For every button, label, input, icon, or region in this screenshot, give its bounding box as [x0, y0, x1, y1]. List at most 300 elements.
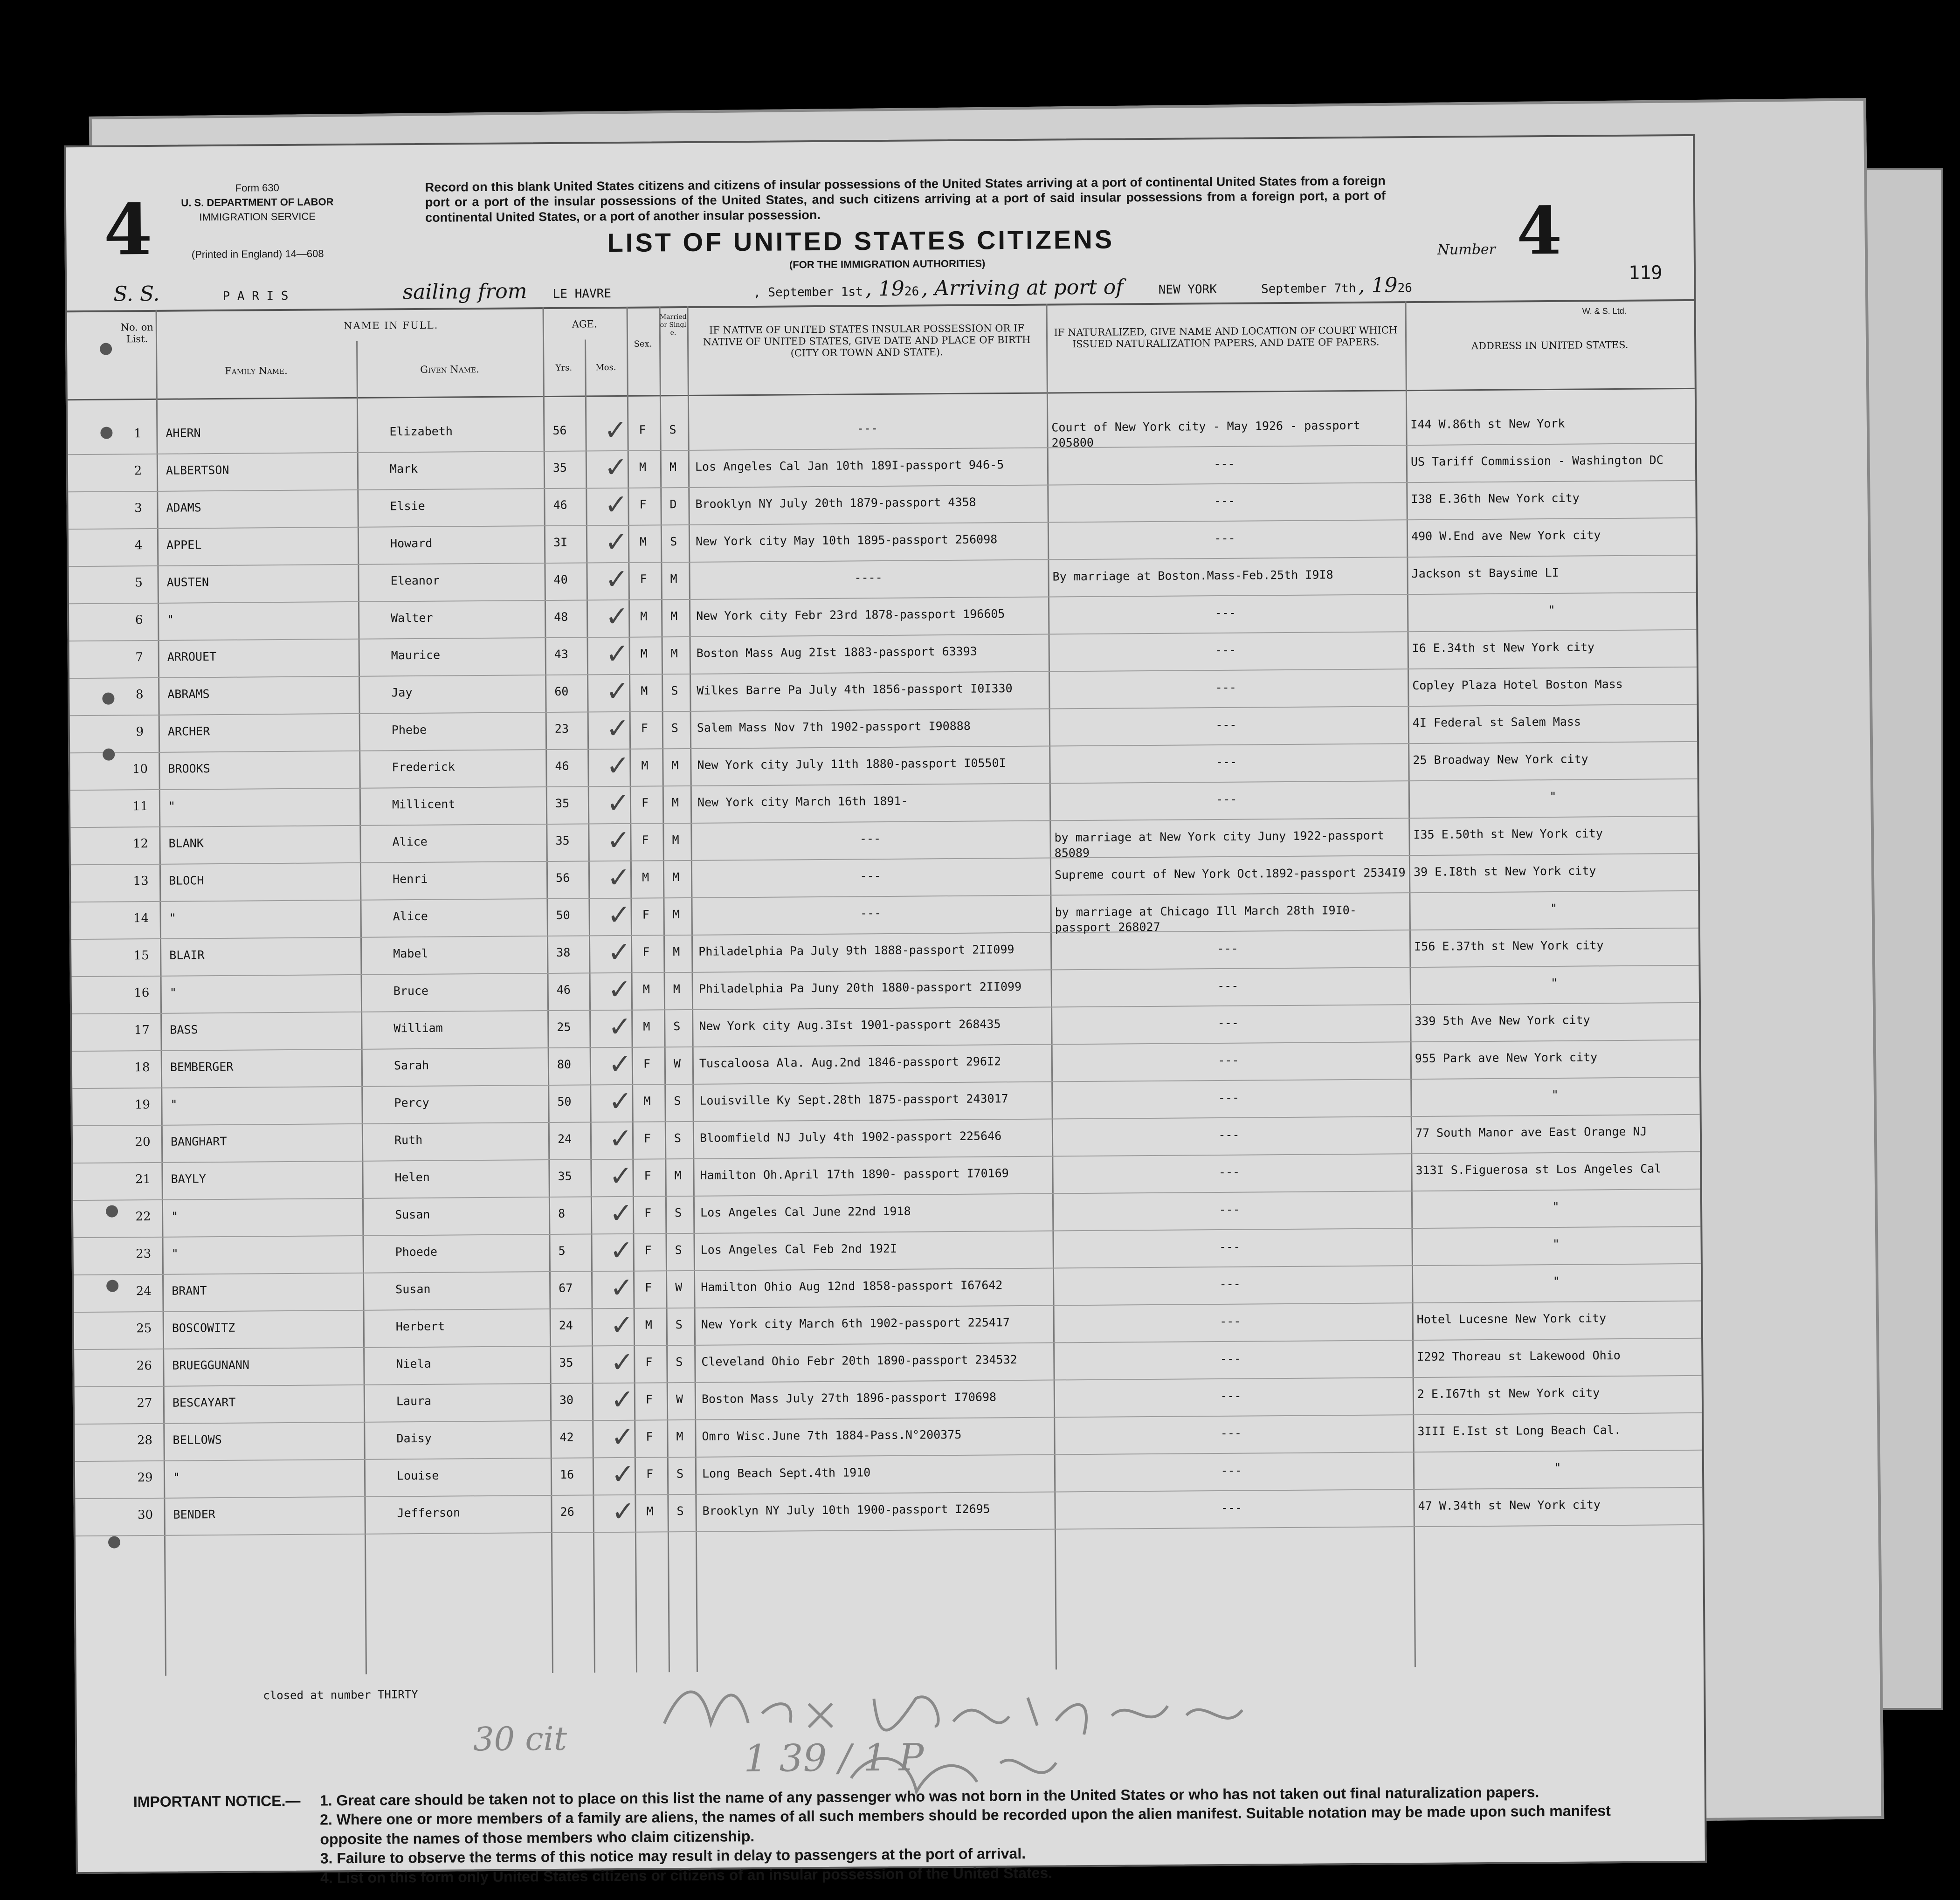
check-mark-icon: ✓ — [608, 1085, 632, 1118]
family-name: BOSCOWITZ — [172, 1321, 235, 1335]
naturalization-details: --- — [1215, 606, 1236, 620]
sex: M — [639, 535, 647, 549]
sex: F — [644, 1243, 652, 1257]
sex: F — [642, 908, 649, 922]
birth-details: New York city March 6th 1902-passport 225417 — [701, 1315, 1010, 1331]
sailing-label: sailing from — [402, 279, 527, 304]
check-mark-icon: ✓ — [607, 861, 631, 895]
sex: F — [646, 1430, 653, 1444]
ss-label: S. S. — [113, 282, 160, 306]
age-years: 56 — [552, 423, 567, 437]
sex: M — [641, 758, 649, 772]
family-name: BENDER — [173, 1508, 216, 1521]
age-years: 50 — [556, 908, 570, 922]
header-married: Married or Single. — [659, 313, 687, 337]
age-years: 3I — [553, 535, 568, 549]
naturalization-details: Supreme court of New York Oct.1892-passport 2534I9 — [1054, 866, 1406, 882]
us-address: 2 E.I67th st New York city — [1417, 1386, 1600, 1401]
header-yrs: Yrs. — [555, 363, 573, 373]
row-number: 2 — [134, 464, 142, 478]
given-name: Susan — [395, 1207, 430, 1222]
marital-status: S — [675, 1206, 682, 1220]
us-address: " — [1548, 603, 1555, 617]
naturalization-details: --- — [1218, 1165, 1240, 1179]
age-years: 8 — [558, 1206, 566, 1220]
check-mark-icon: ✓ — [606, 749, 630, 783]
us-address: 77 South Manor ave East Orange NJ — [1415, 1124, 1647, 1140]
family-name: APPEL — [166, 538, 202, 552]
row-number: 3 — [134, 501, 142, 516]
depart-date: , September 1st — [753, 285, 863, 300]
check-mark-icon: ✓ — [609, 1234, 634, 1267]
header-age: AGE. — [572, 318, 597, 330]
check-mark-icon: ✓ — [605, 637, 629, 671]
family-name: " — [169, 985, 177, 999]
family-name: BANGHART — [170, 1134, 227, 1149]
punch-hole — [102, 693, 114, 705]
row-number: 24 — [136, 1284, 152, 1299]
birth-details: Brooklyn NY July 10th 1900-passport I2695 — [702, 1502, 990, 1518]
birth-details: New York city Aug.3Ist 1901-passport 268435 — [699, 1017, 1001, 1033]
us-address: 39 E.I8th st New York city — [1413, 864, 1596, 879]
notice-heading: IMPORTANT NOTICE.— — [133, 1792, 301, 1811]
sex: F — [644, 1206, 652, 1220]
family-name: ALBERTSON — [166, 463, 229, 477]
age-years: 35 — [558, 1169, 572, 1183]
age-years: 56 — [555, 871, 570, 885]
given-name: Niela — [396, 1356, 431, 1371]
age-years: 26 — [560, 1505, 574, 1519]
check-mark-icon: ✓ — [607, 824, 631, 857]
family-name: AHERN — [166, 426, 201, 440]
row-number: 30 — [137, 1508, 153, 1522]
row-number: 18 — [134, 1060, 150, 1075]
naturalization-details: --- — [1214, 456, 1235, 471]
us-address: " — [1551, 976, 1558, 990]
marital-status: S — [674, 1131, 682, 1145]
age-years: 46 — [553, 498, 567, 512]
family-name: BRUEGGUNANN — [172, 1358, 250, 1372]
marital-status: M — [670, 609, 678, 623]
sex: F — [646, 1467, 654, 1481]
naturalization-details: --- — [1214, 494, 1235, 508]
family-name: BRANT — [172, 1284, 207, 1298]
row-number: 20 — [135, 1135, 151, 1150]
sex: M — [643, 1094, 651, 1108]
check-mark-icon: ✓ — [606, 712, 630, 745]
instructions: Record on this blank United States citizens and citizens of insular possessions of the United States arriving at a port of continental United States from a foreign port or a port of the insular possessions of the United States, and such citizens arriving at a port of said insular possessions from a foreign port, a port of continental United States, or a port of another insular possession. — [425, 173, 1386, 225]
us-address: I38 E.36th New York city — [1411, 491, 1580, 506]
given-name: Bruce — [393, 984, 429, 998]
given-name: Laura — [396, 1394, 432, 1408]
row-number: 1 — [134, 427, 142, 441]
us-address: 339 5th Ave New York city — [1415, 1013, 1590, 1028]
given-name: Howard — [390, 536, 433, 551]
row-number: 10 — [132, 762, 148, 777]
row-number: 25 — [136, 1322, 152, 1336]
punch-hole — [103, 749, 115, 761]
birth-details: New York city May 10th 1895-passport 256098 — [695, 532, 998, 548]
us-address: I44 W.86th st New York — [1410, 416, 1565, 432]
birth-details: Tuscaloosa Ala. Aug.2nd 1846-passport 296I2 — [699, 1054, 1001, 1070]
age-years: 43 — [554, 647, 568, 661]
age-years: 42 — [559, 1430, 574, 1444]
sex: M — [645, 1318, 652, 1332]
given-name: Elizabeth — [389, 424, 453, 439]
sex: F — [643, 1057, 651, 1071]
us-address: I56 E.37th st New York city — [1414, 938, 1604, 954]
sex: F — [643, 1131, 651, 1145]
age-years: 40 — [553, 572, 568, 586]
given-name: Daisy — [396, 1431, 432, 1446]
marital-status: S — [671, 721, 679, 735]
birth-details: --- — [859, 832, 881, 846]
age-years: 16 — [559, 1467, 574, 1481]
birth-details: Salem Mass Nov 7th 1902-passport I90888 — [697, 719, 971, 735]
family-name: " — [171, 1209, 179, 1223]
sex: M — [642, 982, 650, 996]
birth-details: Boston Mass Aug 2Ist 1883-passport 63393 — [696, 644, 977, 660]
naturalization-details: --- — [1215, 680, 1236, 695]
naturalization-details: --- — [1218, 1128, 1240, 1142]
check-mark-icon: ✓ — [608, 1122, 633, 1156]
birth-details: Cleveland Ohio Febr 20th 1890-passport 234532 — [701, 1353, 1017, 1369]
birth-details: --- — [860, 906, 882, 920]
marital-status: S — [669, 423, 676, 437]
handwritten-note: 30 cit — [473, 1719, 567, 1759]
age-years: 46 — [555, 759, 569, 773]
row-number: 6 — [135, 613, 143, 627]
us-address: 313I S.Figuerosa st Los Angeles Cal — [1415, 1162, 1662, 1177]
row-number: 11 — [132, 799, 148, 814]
birth-details: New York city July 11th 1880-passport I0550I — [697, 756, 1006, 772]
naturalization-details: Court of New York city - May 1926 - passport 205800 — [1051, 418, 1360, 449]
row-number: 8 — [135, 688, 144, 702]
check-mark-icon: ✓ — [604, 413, 628, 447]
given-name: Sarah — [393, 1058, 429, 1073]
us-address: " — [1553, 1274, 1560, 1288]
row-number: 28 — [137, 1433, 153, 1448]
check-mark-icon: ✓ — [605, 600, 629, 633]
marital-status: M — [670, 647, 678, 661]
punch-hole — [106, 1205, 118, 1218]
age-years: 35 — [555, 833, 570, 847]
naturalization-details: --- — [1217, 941, 1238, 956]
age-years: 46 — [556, 983, 571, 997]
family-name: BLAIR — [169, 948, 205, 962]
row-number: 5 — [135, 576, 143, 590]
notice-item-3: 3. Failure to observe the terms of this notice may result in delay to passengers at the port of arrival. — [320, 1845, 1026, 1867]
birth-details: Hamilton Ohio Aug 12nd 1858-passport I67642 — [701, 1278, 1003, 1294]
header-no: No. on List. — [120, 321, 153, 345]
given-name: Percy — [394, 1095, 429, 1110]
naturalization-details: --- — [1220, 1426, 1242, 1440]
marital-status: S — [675, 1243, 682, 1257]
row-number: 23 — [136, 1247, 152, 1261]
family-name: BEMBERGER — [170, 1060, 234, 1074]
check-mark-icon: ✓ — [608, 1047, 632, 1081]
sex: F — [644, 1169, 651, 1183]
sex: F — [641, 721, 649, 735]
naturalization-details: --- — [1215, 643, 1236, 657]
age-years: 60 — [554, 684, 569, 698]
given-name: William — [393, 1021, 443, 1035]
marital-status: S — [669, 535, 677, 549]
header-address: ADDRESS IN UNITED STATES. — [1471, 339, 1629, 352]
row-number: 13 — [133, 874, 149, 888]
header-name-in-full: NAME IN FULL. — [344, 319, 439, 332]
marital-status: M — [672, 908, 680, 922]
naturalization-details: --- — [1220, 1314, 1241, 1329]
age-years: 67 — [559, 1281, 573, 1295]
birth-details: Wilkes Barre Pa July 4th 1856-passport I0I330 — [697, 682, 1013, 697]
naturalization-details: --- — [1220, 1389, 1242, 1403]
marital-status: S — [676, 1355, 683, 1369]
punch-hole — [100, 427, 112, 439]
sex: F — [641, 796, 649, 810]
check-mark-icon: ✓ — [610, 1346, 634, 1379]
given-name: Jefferson — [397, 1506, 461, 1520]
number-block — [1437, 193, 1562, 270]
marital-status: D — [669, 497, 677, 511]
printer-mark: W. & S. Ltd. — [1582, 306, 1627, 316]
sex: M — [639, 460, 647, 474]
check-mark-icon: ✓ — [604, 451, 628, 484]
check-mark-icon: ✓ — [611, 1420, 635, 1454]
given-name: Jay — [391, 686, 413, 700]
marital-status: W — [676, 1392, 683, 1406]
birth-details: Louisville Ky Sept.28th 1875-passport 243017 — [699, 1092, 1008, 1108]
check-mark-icon: ✓ — [606, 786, 630, 820]
marital-status: W — [673, 1057, 681, 1071]
given-name: Mark — [389, 461, 418, 476]
birth-details: Omro Wisc.June 7th 1884-Pass.N°200375 — [702, 1427, 962, 1443]
birth-details: New York city Febr 23rd 1878-passport 196605 — [696, 607, 1005, 623]
marital-status: M — [671, 758, 679, 772]
birth-details: --- — [856, 421, 878, 435]
family-name: BAYLY — [171, 1172, 206, 1186]
sex: F — [639, 423, 646, 437]
service: IMMIGRATION SERVICE — [199, 210, 316, 223]
notice-item-2: 2. Where one or more members of a family are aliens, the names of all such members should be recorded upon the alien manifest. Suitable notation may be made upon such manifest opposite the names of those members who claim citizenship. — [320, 1802, 1611, 1848]
row-number: 27 — [137, 1396, 152, 1411]
marital-status: W — [675, 1280, 683, 1294]
check-mark-icon: ✓ — [605, 563, 629, 596]
marital-status: S — [676, 1467, 684, 1481]
marital-status: S — [675, 1318, 683, 1332]
birth-details: Los Angeles Cal Feb 2nd 192I — [700, 1241, 897, 1257]
family-name: AUSTEN — [166, 575, 209, 589]
number-label: Number — [1437, 241, 1496, 258]
marital-status: S — [671, 684, 678, 698]
check-mark-icon: ✓ — [610, 1308, 634, 1342]
family-name: BLOCH — [169, 874, 204, 888]
sex: M — [640, 609, 648, 623]
header-sex: Sex. — [634, 339, 652, 349]
age-years: 24 — [559, 1318, 573, 1332]
row-number: 16 — [134, 986, 150, 1000]
arriving-label: , Arriving at port of — [921, 275, 1124, 301]
notice-item-4: 4. List on this form only United States citizens or citizens of an insular possession of the United States. — [320, 1864, 1053, 1886]
age-years: 48 — [554, 610, 568, 624]
us-address: US Tariff Commission - Washington DC — [1410, 453, 1663, 469]
check-mark-icon: ✓ — [604, 488, 628, 522]
us-address: 3III E.Ist st Long Beach Cal. — [1417, 1423, 1622, 1439]
age-years: 35 — [555, 796, 570, 810]
row-number: 26 — [136, 1359, 152, 1373]
naturalization-details: --- — [1218, 1090, 1240, 1105]
marital-status: M — [672, 833, 679, 847]
given-name: Millicent — [392, 797, 455, 812]
sex: F — [642, 833, 649, 847]
row-number: 12 — [132, 837, 149, 851]
check-mark-icon: ✓ — [607, 973, 632, 1006]
marital-status: S — [674, 1094, 681, 1108]
header-mos: Mos. — [595, 362, 616, 373]
marital-status: M — [672, 870, 680, 884]
birth-details: ---- — [854, 571, 883, 585]
birth-details: Boston Mass July 27th 1896-passport I70698 — [701, 1390, 997, 1406]
us-address: Jackson st Baysime LI — [1411, 565, 1559, 581]
check-mark-icon: ✓ — [609, 1159, 633, 1193]
row-number: 22 — [135, 1210, 151, 1224]
check-mark-icon: ✓ — [611, 1458, 635, 1491]
family-name: ADAMS — [166, 501, 201, 515]
marital-status: M — [671, 796, 679, 810]
sex: F — [640, 572, 647, 586]
naturalization-details: --- — [1217, 978, 1239, 993]
given-name: Herbert — [395, 1319, 445, 1334]
sex: M — [641, 684, 648, 698]
family-name: " — [169, 911, 176, 925]
birth-details: Brooklyn NY July 20th 1879-passport 4358 — [695, 495, 976, 511]
given-name: Mabel — [393, 946, 428, 961]
marital-status: M — [676, 1430, 683, 1444]
sex: F — [645, 1280, 652, 1294]
naturalization-details: --- — [1221, 1463, 1242, 1478]
marital-status: M — [670, 572, 677, 586]
given-name: Helen — [394, 1170, 430, 1184]
naturalization-details: --- — [1219, 1239, 1241, 1254]
age-years: 35 — [552, 461, 567, 475]
punch-hole — [108, 1536, 120, 1548]
check-mark-icon: ✓ — [606, 675, 629, 708]
naturalization-details: By marriage at Boston.Mass-Feb.25th I9I8 — [1052, 568, 1333, 584]
family-name: BESCAYART — [172, 1395, 236, 1410]
marital-status: M — [674, 1169, 682, 1183]
marital-status: M — [669, 460, 677, 474]
birth-details: --- — [860, 869, 881, 883]
family-name: BELLOWS — [173, 1432, 222, 1447]
naturalization-details: by marriage at New York city Juny 1922-passport 85089 — [1054, 828, 1385, 860]
family-name: " — [170, 1097, 178, 1111]
port-to: NEW YORK — [1158, 282, 1217, 297]
us-address: " — [1549, 789, 1557, 804]
row-number: 19 — [134, 1098, 151, 1112]
birth-details: Philadelphia Pa July 9th 1888-passport 2II099 — [698, 943, 1015, 958]
marital-status: S — [676, 1504, 684, 1518]
age-years: 50 — [557, 1095, 572, 1108]
row-number: 7 — [135, 650, 144, 665]
check-mark-icon: ✓ — [609, 1271, 634, 1305]
header-birth: IF NATIVE OF UNITED STATES INSULAR POSSESSION OR IF NATIVE OF UNITED STATES, GIVE DATE AND PLACE OF BIRTH (CITY OR TOWN AND STATE). — [703, 322, 1031, 359]
port-from: LE HAVRE — [552, 287, 612, 301]
row-number: 29 — [137, 1470, 153, 1485]
birth-details: Philadelphia Pa Juny 20th 1880-passport 2II099 — [698, 979, 1022, 996]
given-name: Walter — [391, 611, 433, 625]
header-naturalized: IF NATURALIZED, GIVE NAME AND LOCATION OF COURT WHICH ISSUED NATURALIZATION PAPERS, AND DATE OF PAPERS. — [1054, 324, 1398, 350]
family-name: " — [168, 799, 176, 813]
row-number: 15 — [133, 949, 149, 963]
sex: M — [646, 1504, 654, 1518]
us-address: Copley Plaza Hotel Boston Mass — [1412, 677, 1623, 693]
manifest-page — [64, 134, 1707, 1886]
family-name: ARCHER — [167, 724, 210, 738]
row-number: 4 — [134, 538, 143, 553]
age-years: 80 — [557, 1057, 572, 1071]
arrive-date: September 7th — [1261, 281, 1356, 296]
us-address: 4I Federal st Salem Mass — [1412, 715, 1581, 730]
check-mark-icon: ✓ — [607, 898, 631, 932]
punch-hole — [106, 1280, 118, 1292]
sex: M — [643, 1019, 650, 1033]
naturalization-details: by marriage at Chicago Ill March 28th I9I0-passport 268027 — [1055, 903, 1357, 934]
family-name: " — [171, 1246, 179, 1260]
us-address: " — [1554, 1460, 1561, 1475]
marital-status: M — [673, 945, 680, 959]
family-name: ARROUET — [167, 649, 217, 664]
age-years: 38 — [556, 945, 571, 959]
year-suffix-2: 26 — [1397, 281, 1413, 296]
us-address: I35 E.50th st New York city — [1413, 826, 1603, 842]
age-years: 5 — [558, 1244, 566, 1258]
birth-details: New York city March 16th 1891- — [697, 794, 908, 809]
given-name: Louise — [396, 1468, 439, 1483]
marital-status: M — [673, 982, 680, 996]
check-mark-icon: ✓ — [607, 936, 631, 969]
birth-details: Los Angeles Cal June 22nd 1918 — [700, 1204, 911, 1219]
us-address: 955 Park ave New York city — [1415, 1050, 1598, 1066]
number-value: 4 — [1516, 193, 1562, 270]
birth-details: Long Beach Sept.4th 1910 — [702, 1466, 871, 1480]
us-address: Hotel Lucesne New York city — [1416, 1311, 1607, 1327]
department: U. S. DEPARTMENT OF LABOR — [181, 196, 334, 209]
important-notice — [133, 1782, 1672, 1889]
given-name: Phebe — [391, 723, 427, 737]
closing-note: closed at number THIRTY — [263, 1688, 418, 1702]
given-name: Ruth — [394, 1133, 423, 1147]
birth-details: Hamilton Oh.April 17th 1890- passport I70169 — [700, 1166, 1009, 1182]
sex: M — [642, 870, 649, 884]
form-meta-block — [173, 180, 342, 262]
form-number: Form 630 — [235, 182, 279, 194]
check-mark-icon: ✓ — [610, 1383, 635, 1417]
us-address: 47 W.34th st New York city — [1418, 1498, 1601, 1513]
us-address: 490 W.End ave New York city — [1411, 528, 1601, 544]
year-suffix-1: 26 — [904, 284, 919, 299]
naturalization-details: --- — [1219, 1202, 1240, 1217]
us-address: 25 Broadway New York city — [1413, 752, 1588, 767]
printed-note: (Printed in England) 14—608 — [191, 248, 324, 261]
handwritten-initials: 1 39 / 1 P — [743, 1735, 924, 1781]
family-name: " — [173, 1470, 180, 1484]
sex: F — [642, 945, 650, 959]
check-mark-icon: ✓ — [611, 1495, 635, 1528]
naturalization-details: --- — [1216, 792, 1237, 806]
year-prefix-2: , 19 — [1358, 273, 1398, 297]
us-address: I292 Thoreau st Lakewood Ohio — [1417, 1349, 1621, 1364]
age-years: 25 — [557, 1020, 571, 1034]
